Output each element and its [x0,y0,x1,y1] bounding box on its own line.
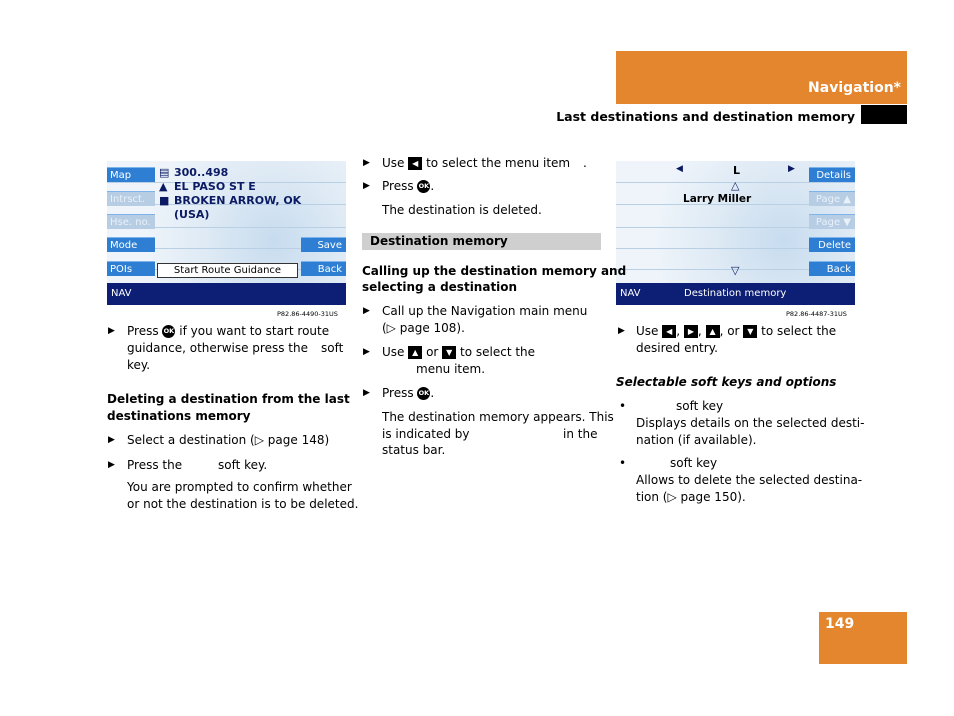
text: desired entry. [636,341,718,355]
instruction-press-softkey: Press the [127,458,183,472]
right-key-icon: ▶ [684,325,698,338]
status-mode: NAV [620,288,641,299]
bullet-arrow: ▶ [363,306,370,316]
text: , [697,324,702,338]
note-confirm: You are prompted to confirm whether [127,480,352,494]
section-bar-destination-memory: Destination memory [362,233,601,250]
heading-calling-up-2: selecting a destination [362,280,518,294]
letter-selector: L [733,164,741,177]
scroll-right-icon: ▶ [788,164,795,174]
instruction-use-key [382,155,612,172]
option-details-label: soft key [676,399,724,413]
text: menu item. [416,362,486,376]
bullet-arrow: ▶ [618,326,625,336]
start-route-guidance-button[interactable]: Start Route Guidance [157,263,298,278]
left-key-icon: ◀ [408,157,422,170]
instruction-press-ok-2: Press OK. [382,386,435,400]
bullet-dot: • [619,456,627,470]
ok-button-icon: OK [417,387,430,400]
instruction-call-menu: Call up the Navigation main menu [382,304,588,318]
text: to select the [460,345,536,359]
heading-calling-up: Calling up the destination memory and [362,264,627,278]
address-icon: ▤ [159,166,170,179]
softkey-delete[interactable]: Delete [809,237,855,252]
softkey-back[interactable]: Back [301,261,346,276]
instruction-use-up-down [382,344,612,361]
text: Press [382,386,414,400]
down-key-icon: ▼ [442,346,456,359]
left-key-icon: ◀ [662,325,676,338]
text: Use [636,324,659,338]
text: tion (▷ page 150). [636,490,746,504]
text: soft key. [218,458,268,472]
option-delete-desc: Allows to delete the selected destina- [636,473,863,487]
text: key. [127,358,151,372]
text: to select the [761,324,837,338]
text: soft [321,341,344,355]
status-bar [616,283,855,305]
text: Press [127,324,159,338]
city-icon: ■ [159,194,170,207]
scroll-down-icon: ▽ [731,264,740,277]
text: status bar. [382,443,446,457]
text: in the [563,427,598,441]
softkey-page-down[interactable]: Page ▼ [809,214,855,229]
bullet-arrow: ▶ [108,435,115,445]
up-key-icon: ▲ [706,325,720,338]
heading-delete-destination: Deleting a destination from the last [107,392,350,406]
text: if you want to start route [179,324,330,338]
country-name: (USA) [174,208,210,221]
section-title: Navigation* [808,80,901,96]
softkey-house-number[interactable]: Hse. no. [107,214,155,229]
bullet-arrow: ▶ [363,388,370,398]
text: Press [382,179,414,193]
softkey-map[interactable]: Map [107,167,155,182]
scroll-up-icon: △ [731,179,740,192]
text: , or [719,324,740,338]
option-delete-label: soft key [670,456,718,470]
bullet-arrow: ▶ [108,460,115,470]
text: Use [382,345,405,359]
softkey-page-up[interactable]: Page ▲ [809,191,855,206]
heading-delete-destination-2: destinations memory [107,409,251,423]
note-memory-appears: The destination memory appears. This [382,410,614,424]
instruction-use-arrows [636,323,858,340]
heading-selectable-softkeys: Selectable soft keys and options [616,375,837,389]
softkey-intersection[interactable]: Intrsct. [107,191,155,206]
bullet-arrow: ▶ [363,181,370,191]
figure-caption-1: P82.86-4490-31US [277,310,338,318]
ok-button-icon: OK [417,180,430,193]
house-range: 300..498 [174,166,229,179]
note-confirm-2: or not the destination is to be deleted. [127,497,359,511]
bullet-arrow: ▶ [108,326,115,336]
subsection-title: Last destinations and destination memory [556,109,855,124]
scroll-left-icon: ◀ [676,164,683,174]
street-icon: ▲ [159,180,168,193]
text: to select the menu item [426,156,571,170]
note-deleted: The destination is deleted. [382,203,542,217]
softkey-mode[interactable]: Mode [107,237,155,252]
text: is indicated by [382,427,470,441]
header-band [616,51,907,104]
bullet-arrow: ▶ [363,347,370,357]
instruction-start-guidance [127,323,347,340]
softkey-details[interactable]: Details [809,167,855,182]
down-key-icon: ▼ [743,325,757,338]
option-details-desc: Displays details on the selected desti- [636,416,865,430]
nav-screen-destination-memory [616,161,855,305]
ok-button-icon: OK [162,325,175,338]
status-title: Destination memory [684,288,787,299]
bullet-arrow: ▶ [363,158,370,168]
text: , [676,324,681,338]
text: Use [382,156,405,170]
softkey-save[interactable]: Save [301,237,346,252]
text: (▷ page 108). [382,321,465,335]
up-key-icon: ▲ [408,346,422,359]
bullet-dot: • [619,399,627,413]
text: or [426,345,439,359]
text: guidance, otherwise press the [127,341,308,355]
city-name: BROKEN ARROW, OK [174,194,302,207]
text: . [583,156,587,170]
text: nation (if available). [636,433,757,447]
softkey-back[interactable]: Back [809,261,855,276]
instruction-press-ok: Press OK. [382,179,435,193]
page-number: 149 [825,616,855,632]
subsection-marker [861,105,907,124]
destination-entry[interactable]: Larry Miller [683,193,752,205]
figure-caption-2: P82.86-4487-31US [786,310,847,318]
instruction-select-destination: Select a destination (▷ page 148) [127,433,330,447]
street-name: EL PASO ST E [174,180,256,193]
status-bar: NAV [107,283,346,305]
nav-screen-route [107,161,346,305]
softkey-pois[interactable]: POIs [107,261,155,276]
